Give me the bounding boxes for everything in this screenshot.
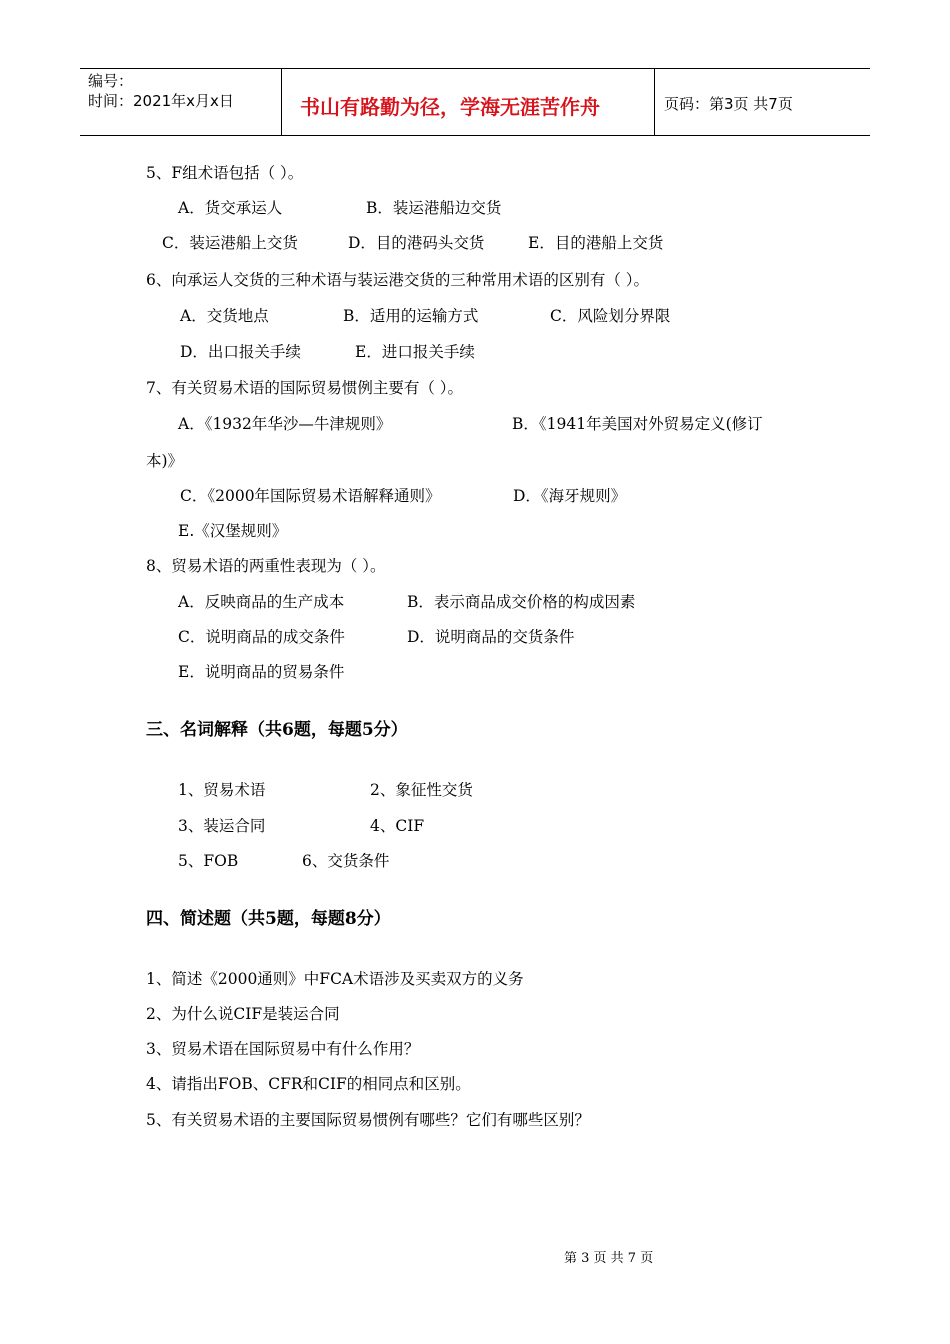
q5-option-c: C．装运港船上交货 [162, 234, 298, 252]
q5-option-b: B．装运港船边交货 [366, 199, 502, 217]
header-divider-left [281, 68, 282, 136]
q5-option-a: A．货交承运人 [178, 199, 283, 217]
header-motto: 书山有路勤为径，学海无涯苦作舟 [300, 95, 600, 119]
q7-option-c: C．《2000年国际贸易术语解释通则》 [180, 487, 441, 505]
section4-question-2: 2、为什么说CIF是装运合同 [146, 1005, 340, 1023]
q6-option-d: D．出口报关手续 [180, 343, 301, 361]
q8-option-d: D．说明商品的交货条件 [407, 628, 575, 646]
q7-option-a: A．《1932年华沙—牛津规则》 [178, 415, 392, 433]
header-top-rule [80, 68, 870, 69]
q5-stem: 5、F组术语包括（ ）。 [146, 164, 304, 182]
section4-question-3: 3、贸易术语在国际贸易中有什么作用？ [146, 1040, 420, 1058]
section4-question-5: 5、有关贸易术语的主要国际贸易惯例有哪些？它们有哪些区别？ [146, 1111, 590, 1129]
q7-option-b-continued: 本)》 [146, 452, 184, 470]
header-date-label: 时间：2021年x月x日 [88, 92, 234, 110]
q7-option-b: B．《1941年美国对外贸易定义(修订 [512, 415, 763, 433]
section4-question-4: 4、请指出FOB、CFR和CIF的相同点和区别。 [146, 1075, 471, 1093]
footer-page-number: 第 3 页 共 7 页 [564, 1251, 654, 1266]
q8-option-c: C．说明商品的成交条件 [178, 628, 345, 646]
header-divider-right [654, 68, 655, 136]
q7-option-e: E.《汉堡规则》 [178, 522, 288, 540]
section4-question-1: 1、简述《2000通则》中FCA术语涉及买卖双方的义务 [146, 970, 524, 988]
q6-option-e: E．进口报关手续 [355, 343, 475, 361]
section3-term-2: 2、象征性交货 [370, 781, 473, 799]
section4-title: 四、简述题（共5题，每题8分） [146, 909, 391, 929]
section3-title: 三、名词解释（共6题，每题5分） [146, 720, 408, 740]
q7-option-d: D．《海牙规则》 [513, 487, 627, 505]
section3-term-3: 3、装运合同 [178, 817, 266, 835]
q8-option-a: A．反映商品的生产成本 [178, 593, 345, 611]
q5-option-d: D．目的港码头交货 [348, 234, 485, 252]
header-page-label: 页码：第3页 共7页 [664, 95, 793, 113]
q5-option-e: E．目的港船上交货 [528, 234, 664, 252]
section3-term-6: 6、交货条件 [302, 852, 390, 870]
header-number-label: 编号： [88, 72, 134, 90]
q6-option-b: B．适用的运输方式 [343, 307, 479, 325]
q6-stem: 6、向承运人交货的三种术语与装运港交货的三种常用术语的区别有（ ）。 [146, 271, 650, 289]
q8-stem: 8、贸易术语的两重性表现为（ ）。 [146, 557, 386, 575]
q8-option-b: B．表示商品成交价格的构成因素 [407, 593, 636, 611]
section3-term-1: 1、贸易术语 [178, 781, 266, 799]
section3-term-4: 4、CIF [370, 817, 425, 835]
q7-stem: 7、有关贸易术语的国际贸易惯例主要有（ ）。 [146, 379, 464, 397]
header-bottom-rule [80, 135, 870, 136]
q6-option-c: C．风险划分界限 [550, 307, 671, 325]
q6-option-a: A．交货地点 [180, 307, 269, 325]
section3-term-5: 5、FOB [178, 852, 239, 870]
q8-option-e: E．说明商品的贸易条件 [178, 663, 345, 681]
